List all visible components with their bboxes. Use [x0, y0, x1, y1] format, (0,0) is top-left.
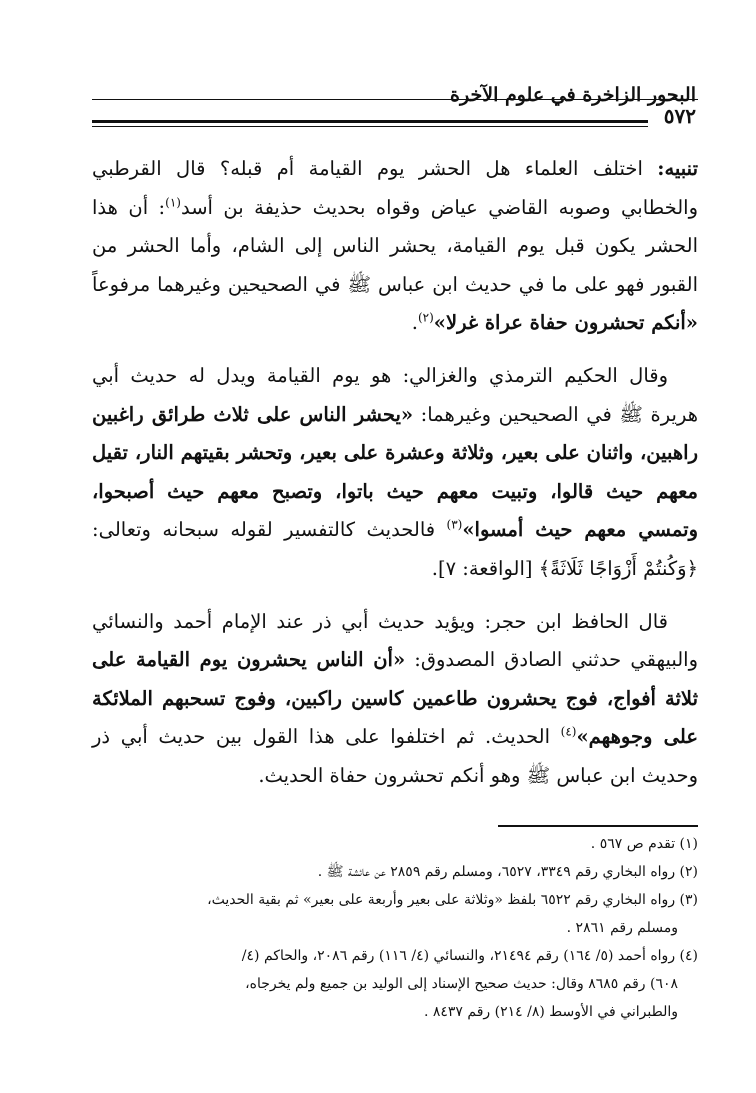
footnote-4-continued-2: والطبراني في الأوسط (٨/ ٢١٤) رقم ٨٤٣٧ . [423, 1004, 678, 1020]
footnotes [92, 832, 698, 1028]
paragraph-1-text-c: . [411, 311, 418, 335]
footnote-separator [498, 825, 698, 827]
header-rule-thick [92, 120, 648, 123]
paragraph-3 [92, 603, 698, 796]
footnote-4: (٤) رواه أحمد (٥/ ١٦٤) رقم ٢١٤٩٤، والنسائي (٤/ ١١٦) رقم ٢٠٨٦، والحاكم (٤/ [241, 948, 698, 964]
footnote-ref-3: (٣) [446, 517, 463, 532]
header-rule-bottom [92, 126, 648, 127]
footnote-ref-2: (٢) [417, 310, 434, 325]
footnote-3-continued: ومسلم رقم ٢٨٦١ . [566, 920, 678, 936]
hadith-quote-3: «أن الناس يحشرون يوم القيامة على ثلاثة أفواج، فوج يحشرون طاعمين كاسين راكبين، وفوج تسحبهم الملائكة على وجوههم» [92, 648, 698, 749]
footnote-2: (٢) رواه البخاري رقم ٣٣٤٩، ٦٥٢٧، ومسلم رقم ٢٨٥٩ عن عائشة ﷺ . [317, 864, 698, 880]
quran-verse: ﴿وَكُنتُمْ أَزْوَاجًا ثَلَاثَةً﴾ [538, 556, 698, 580]
paragraph-1-text-a: اختلف العلماء هل الحشر يوم القيامة أم قبله؟ قال القرطبي والخطابي وصوبه القاضي عياض وقواه بحديث حذيفة بن أسد [92, 157, 698, 219]
header-rule-top [92, 99, 698, 100]
main-text [92, 150, 698, 810]
footnote-ref-4: (٤) [560, 724, 577, 739]
running-header-title: البحور الزاخرة في علوم الآخرة [450, 84, 696, 106]
footnote-3: (٣) رواه البخاري رقم ٦٥٢٢ بلفظ «وثلاثة على بعير وأربعة على بعير» ثم بقية الحديث، [207, 892, 698, 908]
paragraph-3-text-a: قال الحافظ ابن حجر: ويؤيد حديث أبي ذر عند الإمام أحمد والنسائي والبيهقي حدثني الصادق المصدوق: [92, 609, 698, 672]
paragraph-2 [92, 357, 698, 589]
paragraph-2-text-b: فالحديث كالتفسير لقوله سبحانه وتعالى: [92, 518, 447, 542]
paragraph-1-lead: تنبيه: [657, 157, 698, 180]
paragraph-1-text-b: : أن هذا الحشر يكون قبل يوم القيامة، يحشر الناس إلى الشام، وأما الحشر من القبور فهو على ما في حديث ابن عباس ﷺ في الصحيحين وغيرهما مرفوعاً [92, 195, 698, 296]
paragraph-3-text-b: الحديث. ثم اختلفوا على هذا القول بين حديث أبي ذر وحديث ابن عباس ﷺ وهو أنكم تحشرون حفاة الحديث. [92, 725, 698, 787]
hadith-quote-1: «أنكم تحشرون حفاة عراة غرلا» [433, 311, 698, 335]
paragraph-1 [92, 150, 698, 343]
paragraph-2-text-c: [الواقعة: ٧]. [431, 556, 539, 580]
footnote-ref-1: (١) [165, 195, 181, 210]
page-number: ٥٧٢ [663, 104, 696, 128]
paragraph-2-text-a: وقال الحكيم الترمذي والغزالي: هو يوم القيامة ويدل له حديث أبي هريرة ﷺ في الصحيحين وغيرهما: [92, 363, 698, 426]
footnote-1: (١) تقدم ص ٥٦٧ . [590, 836, 698, 852]
hadith-quote-2: «يحشر الناس على ثلاث طرائق راغبين راهبين، واثنان على بعير، وثلاثة وعشرة على بعير، وتحشر بقيتهم النار، تقيل معهم حيث قالوا، وتبيت معهم حيث باتوا، وتصبح معهم حيث أصبحوا، وتمسي معهم حيث أمسوا» [92, 402, 698, 542]
footnote-4-continued: ٦٠٨) رقم ٨٦٨٥ وقال: حديث صحيح الإسناد إلى الوليد بن جميع ولم يخرجاه، [245, 976, 678, 992]
